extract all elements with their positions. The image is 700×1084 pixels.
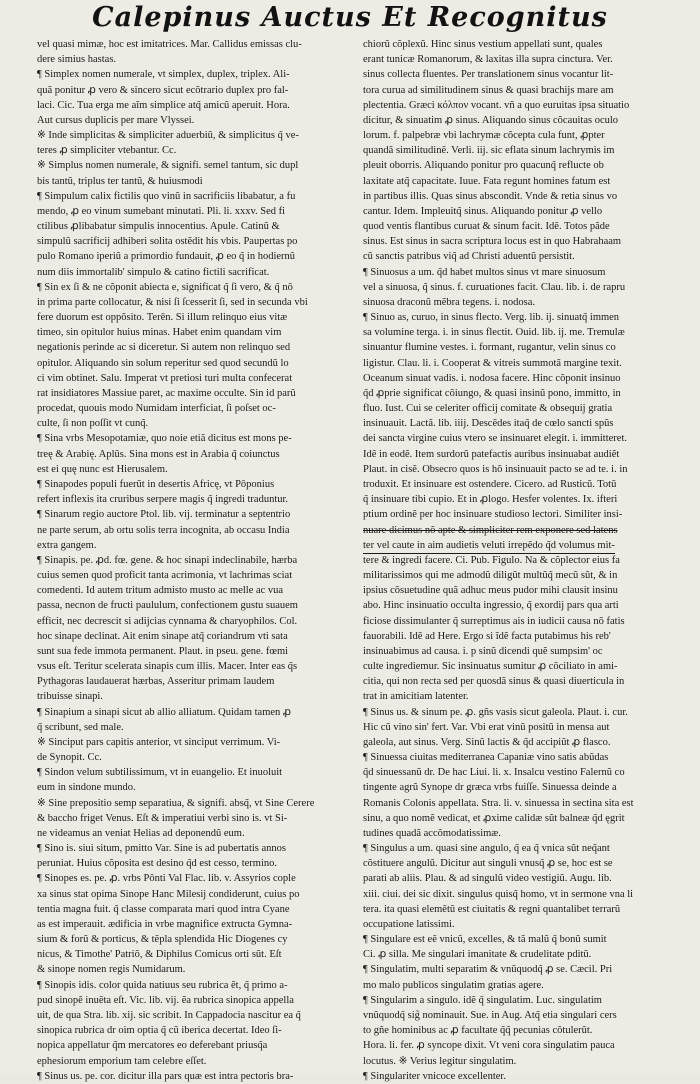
line-text: nuare dicimus nõ apte & simpliciter rem exponere sed latens (363, 524, 618, 536)
line-text: quandã similitudinẽ. Verli. iij. sic eflata sinum lachrymis im (363, 145, 615, 157)
line-text: sa volumine terga. i. in sinus flectit. Ouid. lib. ij. me. Tremulæ (363, 327, 625, 339)
line-text: tera. ita quasi elemẽtũ est ciuitatis & regni quantalibet terrarũ (363, 903, 621, 915)
text-line (37, 796, 355, 811)
text-line (37, 614, 355, 629)
line-text: cõstituere angulũ. Dicitur aut singuli vnusq̃ ꝓ se, hoc est se (363, 858, 613, 870)
text-line (363, 477, 681, 492)
line-text: ¶ Sinapium a sinapi sicut ab allio alliatum. Quidam tamen ꝓ (37, 706, 292, 718)
text-line (37, 234, 355, 249)
text-line (37, 416, 355, 431)
text-line (37, 871, 355, 886)
text-line (363, 947, 681, 962)
line-text: Aut cursus duplicis per mare Vlyssei. (37, 114, 195, 126)
text-line (363, 416, 681, 431)
text-line (37, 932, 355, 947)
text-line (363, 1038, 681, 1053)
line-text: quod ventis flantibus curuat & sinum facit. Idẽ. Totos pãde (363, 221, 610, 233)
text-line (37, 826, 355, 841)
line-text: lorum. f. palpebræ vbi lachrymæ cõcepta cula funt, ꝓpter (363, 130, 605, 142)
line-text: pleuit oborris. Aliquando ponitur pro quacunq̃ reflucte ob (363, 160, 604, 172)
line-text: quã ponitur ꝓ vero & sincero sicut ecõtrario duplex pro fal- (37, 84, 289, 96)
line-text: opitulor. Aliquando sin solum reperitur sed quod secundũ lo (37, 357, 289, 369)
line-text: q̃ insinuare tibi cupio. Et in ꝓlogo. Hesfer volentes. Ix. ifteri (363, 494, 618, 506)
line-text: comedenti. Id autem tritum admisto musto ac melle ac vua (37, 585, 284, 597)
text-line (37, 765, 355, 780)
line-text: culte ingrediemur. Sic insinuatus sumitur ꝓ cõciliato in ami- (363, 661, 618, 673)
line-text: ¶ Simpulum calix fictilis quo vinũ in sacrificiis libabatur, a fu (37, 190, 296, 202)
line-text: pud sinopẽ inuẽta eſt. Vic. lib. vij. ẽa rubrica sinopica appella (37, 994, 294, 1006)
line-text: occupatione latissimi. (363, 918, 455, 930)
text-line (363, 765, 681, 780)
line-text: & baccho friget Venus. Eſt & imperatiui verbi sino is. vt Si- (37, 812, 288, 824)
line-text: refert inflexis ita cruribus serpere magis q̃ ingredi traduntur. (37, 494, 289, 506)
line-text: tere & ingredi facere. Ci. Pub. Figulo. Na & cõplector eius fa (363, 554, 620, 566)
text-line (363, 811, 681, 826)
text-line (37, 1069, 355, 1084)
line-text: ¶ Simplex nomen numerale, vt simplex, duplex, triplex. Ali- (37, 69, 290, 81)
line-text: parati ab aliis. Plau. & ad singulũ video vestigiũ. Augu. lib. (363, 873, 612, 885)
text-line (363, 705, 681, 720)
line-text: ※ Sinciput pars capitis anterior, vt sinciput verrimum. Vi- (37, 736, 281, 748)
text-line (363, 978, 681, 993)
line-text: laxitate atq̃ capacitate. Iuue. Fata regunt homines fatum est (363, 175, 611, 187)
text-line (37, 780, 355, 795)
text-line (37, 83, 355, 98)
text-line (37, 447, 355, 462)
line-text: ter vel caute in aim audietis veluti irrepẽdo q̃d volumus mit- (363, 538, 615, 554)
line-text: dei sancta virgine cuius vtero se insinuaret elegit. i. immitteret. (363, 433, 627, 445)
text-line (363, 614, 681, 629)
line-text: nicus, & Timothe' Patriõ, & Diphilus Comicus orti sũt. Eſt (37, 949, 282, 961)
text-line (37, 340, 355, 355)
text-line (363, 98, 681, 113)
text-line (37, 720, 355, 735)
line-text: treę & Arabię. Aplũs. Sina mons est in Arabia q̃ coiunctus (37, 448, 280, 460)
text-line (363, 659, 681, 674)
line-text: Hora. li. fer. ꝓ syncope dixit. Vt veni cora singulatim pauca (363, 1040, 615, 1052)
text-line (37, 158, 355, 173)
line-text: ¶ Sinapodes populi fuerũt in desertis Africę, vt Pôponius (37, 478, 275, 490)
text-line (37, 1038, 355, 1053)
text-line (363, 644, 681, 659)
text-line (363, 249, 681, 264)
text-line (363, 674, 681, 689)
line-text: cuius semen quod proficit tanta acrimonia, vt lachrimas sciat (37, 570, 293, 582)
line-text: dere simius hastas. (37, 54, 117, 66)
line-text: cantur. Idem. Impleuitq̃ sinus. Aliquando ponitur ꝓ vello (363, 205, 603, 217)
line-text: extra gangem. (37, 539, 97, 551)
line-text: vel quasi mimæ, hoc est imitatrices. Mar. Callidus emissas clu- (37, 39, 302, 50)
text-line (37, 553, 355, 568)
line-text: militarissimos qui me admodũ diligũt multũq̃ mecũ sũt, & in (363, 570, 618, 582)
line-text: tribuisse sinapi. (37, 691, 103, 703)
text-line (363, 431, 681, 446)
text-line (363, 750, 681, 765)
text-line (363, 993, 681, 1008)
line-text: ¶ Sinopes es. pe. ꝓ. vrbs Pônti Val Flac. lib. v. Assyrios cople (37, 873, 296, 885)
line-text: sinuantur flumine vestes. i. formant, rugantur, velin sinus co (363, 342, 616, 354)
text-line (37, 249, 355, 264)
text-line (363, 917, 681, 932)
text-line (363, 83, 681, 98)
line-text: Pythagoras laudauerat hærbas, Asseritur primam laudem (37, 676, 275, 688)
line-text: ipsius cõsuetudine quã adhuc meus pudor mihi clausit insinu (363, 585, 618, 597)
line-text: bis tantũ, triplus ter tantũ, & huiusmodi (37, 175, 203, 187)
line-text: fluo. Iust. Cui se celeriter officij comitate & obsequij gratia (363, 403, 613, 415)
line-text: vnũquodq̃ sig̃ nominauit. Sue. in Aug. Atq̃ etia singulari cers (363, 1010, 617, 1021)
text-line (363, 386, 681, 401)
text-line (37, 705, 355, 720)
line-text: ctilibus ꝓlibabatur simpulis innocentius. Apule. Catinũ & (37, 221, 280, 233)
line-text: eum in sindone mundo. (37, 782, 136, 794)
text-line (37, 431, 355, 446)
line-text: galeola, aut sinus. Verg. Sinũ lactis & q̃d accipiũt ꝓ flasco. (363, 736, 611, 748)
line-text: ¶ Singulus a um. quasi sine angulo, q̃ ea q̃ vnica sũt neq̃ant (363, 843, 610, 855)
text-line (363, 1069, 681, 1084)
text-line (37, 644, 355, 659)
line-text: ¶ Sinapis. pe. ꝓd. fœ. gene. & hoc sinapi indeclinabile, hærba (37, 554, 298, 566)
text-line (363, 401, 681, 416)
text-line (37, 310, 355, 325)
text-line (37, 52, 355, 67)
text-line (363, 871, 681, 886)
text-line (37, 1023, 355, 1038)
line-text: laci. Cic. Tua erga me aĩm simplice atq̃ amicũ aperuit. Hora. (37, 99, 290, 111)
line-text: nopica appellatur q̃m mercatores eo deferebant priusq̃a (37, 1040, 268, 1052)
text-line (37, 143, 355, 158)
text-line (37, 735, 355, 750)
text-line (37, 356, 355, 371)
text-line (37, 523, 355, 538)
line-text: ¶ Singulatim, multi separatim & vnũquodq̃ ꝓ se. Cæcil. Pri (363, 964, 613, 976)
text-line (363, 1023, 681, 1038)
line-text: simpulũ sacrificij adhiberi solita ostẽdit his vbis. Paupertas po (37, 236, 298, 248)
line-text: tudines quadã accõmodatissimæ. (363, 827, 501, 839)
line-text: ¶ Sin ex ſi & ne cõponit abiecta e, significat q̃ ſi vero, & q̃ nõ (37, 281, 293, 293)
text-line (37, 1008, 355, 1023)
text-line (37, 750, 355, 765)
text-line (37, 128, 355, 143)
line-text: ¶ Sinuosus a um. q̃d habet multos sinus vt mare sinuosum (363, 266, 606, 278)
line-text: de Synopit. Cc. (37, 752, 102, 764)
line-text: fere duorum est oppõsito. Terēn. Si illum relinquo eius vitæ (37, 312, 288, 324)
text-line (37, 629, 355, 644)
line-text: mendo, ꝓ eo vinum sumebant minutati. Pli. li. xxxv. Sed fi (37, 205, 286, 217)
line-text: sinu, a quo nomẽ vedicat, et ꝓxime calidæ sũt balneæ q̃d ęgrit (363, 812, 625, 824)
line-text: tingente agrũ Synope dr græca vrbs fuiſſe. Sinuessa deinde a (363, 782, 617, 794)
line-text: Ci. ꝓ silla. Me singulari imanitate & crudelitate pditũ. (363, 949, 592, 961)
line-text: erant tunicæ Romanorum, & laxitas illa supra cinctura. Ver. (363, 54, 613, 66)
text-line (37, 371, 355, 386)
text-line (37, 507, 355, 522)
text-line (37, 37, 355, 52)
line-text: ne parte serum, ab ortu solis terra incognita, ab occasu India (37, 524, 290, 536)
line-text: ¶ Singularim a singulo. idẽ q̃ singulatim. Luc. singulatim (363, 994, 602, 1006)
text-line (37, 902, 355, 917)
line-text: ci vim obtinet. Salu. Imperat vt pretiosi turi multa confecerat (37, 372, 293, 384)
line-text: ¶ Sinus us. & sinum pe. ꝓ. gñs vasis sicut galeola. Plaut. i. cur. (363, 706, 628, 718)
text-line (363, 113, 681, 128)
line-text: mo malo publicos singulatim gratias agere. (363, 979, 544, 991)
line-text: q̃d sinuessanũ dr. De hac Liui. li. x. Insalcu vestino Falernũ co (363, 767, 625, 779)
text-line (363, 1054, 681, 1069)
line-text: ※ Sine prepositio semp separatiua, & signifi. absq̃, vt Sine Cerere (37, 797, 315, 809)
text-line (363, 219, 681, 234)
line-text: uit, de qua Stra. lib. xij. sic scribit. In Cappadocia nascitur ea q̃ (37, 1010, 301, 1021)
line-text: ¶ Sindon velum subtilissimum, vt in euangelio. Et inuoluit (37, 767, 283, 779)
text-line (363, 52, 681, 67)
line-text: sinuosa draconũ mẽbra tegens. i. nodosa. (363, 296, 536, 308)
line-text: citia, qui non recta sed per quosdã sinus & quasi diuerticula in (363, 676, 625, 688)
line-text: hoc sinape declinat. Ait enim sinape atq̃ coriandrum vti sata (37, 630, 288, 642)
text-line (37, 993, 355, 1008)
text-line (37, 583, 355, 598)
line-text: Hic cũ vino sin' fert. Var. Vbi erat vinũ positũ in mensa aut (363, 721, 610, 733)
text-line (37, 674, 355, 689)
text-line (37, 962, 355, 977)
text-line (363, 265, 681, 280)
line-text: ¶ Sino is. siui situm, pmitto Var. Sine is ad pubertatis annos (37, 843, 286, 855)
text-line (37, 477, 355, 492)
text-line (363, 523, 681, 538)
line-text: ¶ Sinuo as, curuo, in sinus flecto. Verg. lib. ij. sinuatq̃ immen (363, 312, 620, 324)
line-text: ¶ Sinarum regio auctore Ptol. lib. vij. terminatur a septentrio (37, 509, 291, 521)
line-text: ptium ordinẽ per hoc insinuare studioso lectori. Similiter insi- (363, 509, 623, 521)
line-text: passa, necnon de fructi paululum, confectionem gustu suauem (37, 600, 298, 612)
line-text: ※ Inde simplicitas & simpliciter aduerbiũ, & simplicitus q̃ ve- (37, 130, 299, 142)
text-line (363, 629, 681, 644)
text-line (37, 295, 355, 310)
text-line (363, 492, 681, 507)
line-text: cũ sanctis patribus viq̃ ad Christi aduentũ persistit. (363, 251, 575, 263)
line-text: ※ Simplus nomen numerale, & signifi. semel tantum, sic dupl (37, 160, 299, 172)
text-line (363, 598, 681, 613)
line-text: xa sinus stat opima Sinope Hanc Milesij condiderunt, cuius po (37, 888, 300, 900)
line-text: culte, ſi non poſſit vt cunq̃. (37, 418, 149, 430)
line-text: q̃d ꝓprie significat cõiungo, & quasi insinũ pono, immitto, in (363, 387, 621, 399)
line-text: dicitur, & sinuatim ꝓ sinus. Aliquando sinus cõcauitas oculo (363, 114, 619, 126)
text-line (363, 962, 681, 977)
line-text: Idẽ in eodẽ. Item surdorũ patefactis auribus insinuabat audiẽt (363, 448, 620, 460)
line-text: Oceanum sinuat vadis. i. nodosa facere. Hinc cõponit insinuo (363, 372, 621, 384)
line-text: tentia magna fuit. q̃ classe comparata mari quod intra Cyane (37, 903, 290, 915)
line-text: est ei quę nunc est Hierusalem. (37, 463, 168, 475)
text-line (363, 856, 681, 871)
line-text: ne videamus an veniat Helias ad deponendũ eum. (37, 827, 245, 839)
text-line (37, 598, 355, 613)
text-line (363, 780, 681, 795)
line-text: ¶ Sinus us. pe. cor. dicitur illa pars quæ est intra pectoris bra- (37, 1070, 294, 1082)
line-text: fauorabili. Idẽ ad Here. Ergo si ĩdẽ facta putabimus his reb' (363, 630, 611, 642)
line-text: num diis immortalib' simpulo & catino fictili sacrificat. (37, 266, 270, 278)
text-line (37, 947, 355, 962)
text-line (37, 1054, 355, 1069)
text-line (363, 447, 681, 462)
line-text: negationis perinde ac si diceretur. Si autem non relinquo sed (37, 342, 291, 354)
text-line (37, 98, 355, 113)
text-line (363, 67, 681, 82)
text-line (363, 189, 681, 204)
line-text: insinuauit. Lactã. lib. iiij. Descẽdes itaq̃ de cœlo sancti spũs (363, 418, 614, 430)
line-text: plectentia. Græci ĸόλπον vocant. vñ a quo euruitas ipsa situatio (363, 99, 630, 111)
line-text: rat insidiatores Massiue paret, ac maxime occulte. Sin id parũ (37, 387, 296, 399)
line-text: ficiose dissimulanter q̃ surreptimus ais in iudicii causa nõ fatis (363, 615, 625, 627)
text-line (37, 462, 355, 477)
text-line (363, 280, 681, 295)
line-text: sinopica rubrica dr oim optia q̃ cũ iberica decertat. Ideo ſi- (37, 1025, 282, 1037)
line-text: chiorũ cõplexũ. Hinc sinus vestium appellati sunt, quales (363, 39, 603, 50)
line-text: ¶ Sina vrbs Mesopotamiæ, quo noie etiã dicitus est mons pe- (37, 433, 292, 445)
line-text: abo. Hinc insinuatio occulta ingressio, q̃ exordij pars qua arti (363, 600, 619, 612)
line-text: troduxit. Et insinuare est ostendere. Cicero. ad Rusticũ. Totũ (363, 478, 617, 490)
line-text: in prima parte collocatur, & nisi ſi ſcesserit ſi, sed in secunda vbi (37, 296, 308, 308)
text-line (37, 492, 355, 507)
text-line (363, 340, 681, 355)
text-line (363, 174, 681, 189)
text-line (363, 568, 681, 583)
text-line (37, 325, 355, 340)
line-text: vel a sinuosa, q̃ sinus. f. curuationes facit. Clau. lib. i. de rapru (363, 281, 626, 293)
line-text: ¶ Singulare est eẽ vnicũ, excelles, & tã malũ q̃ bonũ sumit (363, 934, 607, 946)
text-line (363, 720, 681, 735)
text-line (37, 219, 355, 234)
line-text: locutus. ※ Verius legitur singulatim. (363, 1055, 517, 1067)
text-line (363, 310, 681, 325)
text-line (37, 265, 355, 280)
line-text: Plaut. in cisẽ. Obsecro quos is hõ insinuauit pacto se ad te. i. in (363, 463, 628, 475)
text-line (37, 174, 355, 189)
text-line (363, 371, 681, 386)
line-text: sinus collecta fluentes. Per translationem sinus vocantur lit- (363, 69, 614, 81)
text-line (363, 735, 681, 750)
line-text: sunt sua fede immota permanent. Plaut. in pseu. gene. fœmi (37, 645, 289, 657)
text-line (363, 553, 681, 568)
line-text: timeo, sin opitulor huius minas. Habet enim quandam vim (37, 327, 282, 339)
text-line (363, 583, 681, 598)
text-line (363, 538, 681, 553)
text-line (37, 189, 355, 204)
text-line (37, 280, 355, 295)
line-text: pulo Romano iperiũ a primordio fundauit, ꝓ eo q̃ in hodiernũ (37, 251, 296, 263)
text-line (363, 841, 681, 856)
text-line (37, 386, 355, 401)
line-text: insinuabimus ad causa. i. p sinũ dicendi quẽ sumpsim' oc (363, 645, 603, 657)
line-text: xiii. ciui. dei sic dixit. singulus quisq̃ homo, vt in sermone vna li (363, 888, 634, 900)
text-line (363, 1008, 681, 1023)
line-text: ligistur. Clau. li. i. Cooperat & vitreis summotã margine texit. (363, 357, 622, 369)
line-text: ¶ Sinuessa ciuitas mediterranea Capaniæ vino satis abũdas (363, 752, 609, 764)
line-text: tora curua ad similitudinem sinus & quasi brachijs mare am (363, 84, 614, 96)
line-text: ¶ Sinopis idis. color quida natiuus seu rubrica ẽt, q̃ primo a- (37, 979, 288, 991)
line-text: teres ꝓ simpliciter vtebantur. Cc. (37, 145, 177, 157)
text-line (37, 811, 355, 826)
text-line (37, 659, 355, 674)
left-column (37, 37, 355, 1082)
text-line (363, 356, 681, 371)
text-line (37, 568, 355, 583)
line-text: ephesiorum emporium tam celebre eſſet. (37, 1055, 207, 1067)
text-line (37, 204, 355, 219)
text-line (37, 538, 355, 553)
running-header: Calepinus Auctus Et Recognitus (92, 2, 608, 33)
line-text: q̃ scribunt, sed male. (37, 721, 124, 733)
line-text: ¶ Singulariter vnicoce excellenter. (363, 1070, 506, 1082)
text-line (37, 917, 355, 932)
text-line (37, 67, 355, 82)
line-text: efficit, nec decrescit si adijcias cynnama & charyophilos. Col. (37, 615, 298, 627)
text-line (363, 295, 681, 310)
line-text: to gñe hominibus ac ꝓ facultate q̃q̃ pecunias cõtulerũt. (363, 1025, 593, 1037)
line-text: & sinope nomen regis Numidarum. (37, 964, 186, 976)
text-line (37, 841, 355, 856)
text-line (37, 887, 355, 902)
text-line (37, 978, 355, 993)
text-line (37, 856, 355, 871)
text-line (363, 325, 681, 340)
text-line (363, 158, 681, 173)
text-line (37, 113, 355, 128)
right-column (363, 37, 681, 1082)
text-line (363, 507, 681, 522)
line-text: as est imperauit. ædificia in vrbe magnifice extructa Gymna- (37, 918, 293, 930)
line-text: peruniat. Huius cõposita est desino q̃d est cesso, termino. (37, 858, 277, 870)
text-line (363, 796, 681, 811)
line-text: vsus eſt. Teritur scelerata sinapis cum illis. Macer. Inter eas q̃s (37, 661, 298, 673)
text-line (363, 932, 681, 947)
text-line (363, 887, 681, 902)
text-line (363, 204, 681, 219)
line-text: procedat, quouis modo Numidam interficiat, ſi poſset oc- (37, 403, 276, 415)
text-line (363, 128, 681, 143)
line-text: in partibus illis. Quas sinus abscondit. Vnde & retia sinus vo (363, 190, 618, 202)
text-line (363, 689, 681, 704)
text-line (363, 143, 681, 158)
text-line (363, 37, 681, 52)
text-line (363, 462, 681, 477)
text-line (363, 826, 681, 841)
line-text: sium & forũ & porticus, & tẽpla splendida Hic Diogenes cy (37, 934, 288, 946)
text-line (363, 234, 681, 249)
text-line (363, 902, 681, 917)
text-line (37, 401, 355, 416)
line-text: Romanis Colonis appellata. Stra. li. v. sinuessa in sectina sita est (363, 797, 634, 809)
line-text: trat in amicitiam latenter. (363, 691, 469, 703)
line-text: sinus. Est sinus in sacra scriptura locus est in quo Habrahaam (363, 236, 622, 248)
text-line (37, 689, 355, 704)
